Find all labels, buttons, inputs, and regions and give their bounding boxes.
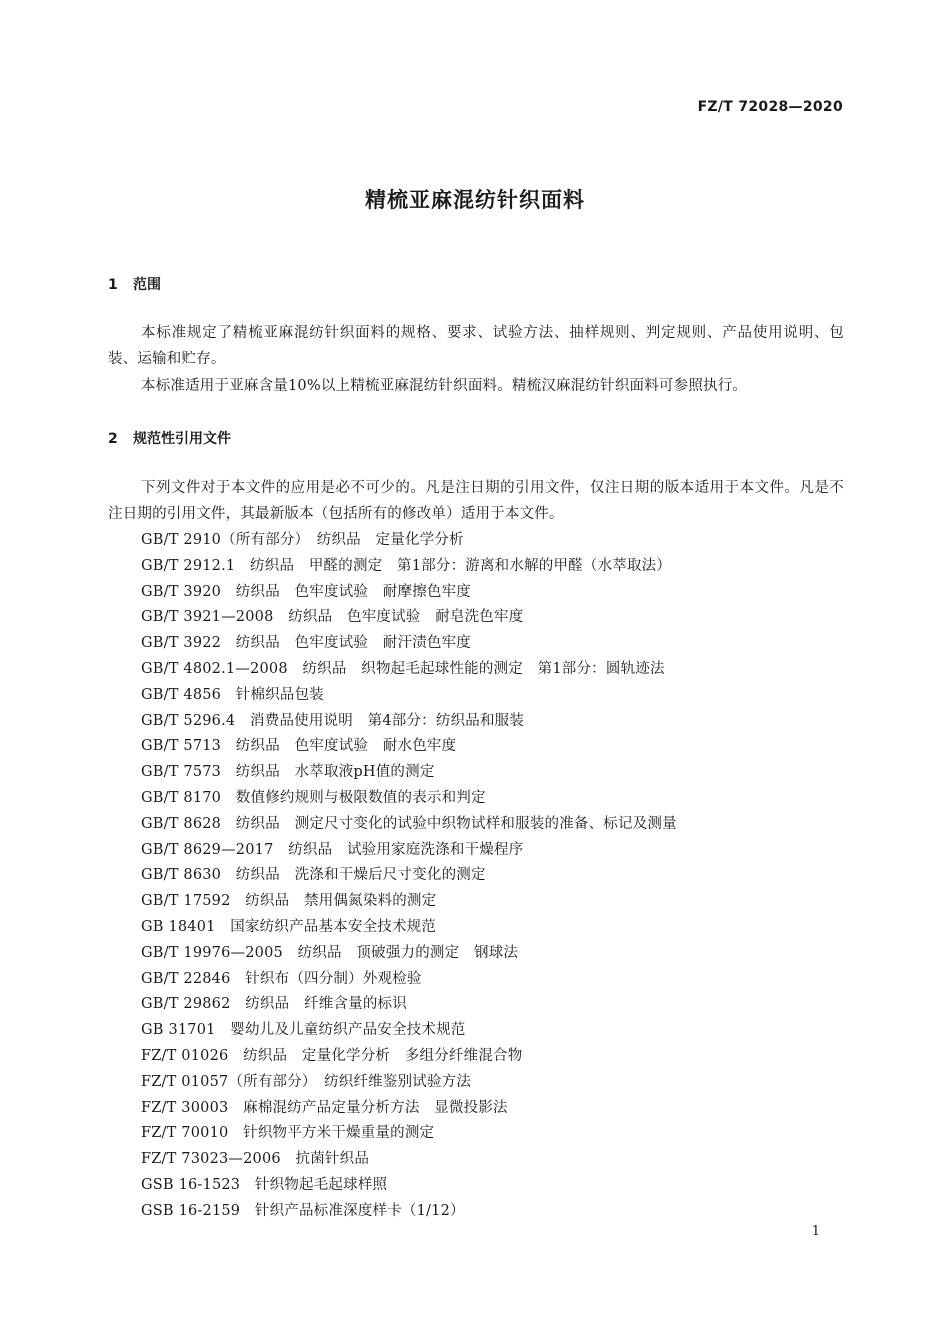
reference-list — [141, 528, 861, 1225]
reference-item: GB/T 17592 纺织品 禁用偶氮染料的测定 — [141, 893, 437, 910]
reference-item: GB/T 29862 纺织品 纤维含量的标识 — [141, 996, 407, 1013]
reference-item: GB 18401 国家纺织产品基本安全技术规范 — [141, 918, 437, 935]
reference-item: GB/T 2910（所有部分） 纺织品 定量化学分析 — [141, 532, 464, 548]
reference-item: GB/T 19976—2005 纺织品 顶破强力的测定 钢球法 — [141, 944, 519, 961]
reference-item: GSB 16-2159 针织产品标准深度样卡（1/12） — [141, 1202, 465, 1219]
reference-item: GB/T 8170 数值修约规则与极限数值的表示和判定 — [141, 789, 486, 806]
reference-item: GB/T 3922 纺织品 色牢度试验 耐汗渍色牢度 — [141, 635, 472, 652]
reference-item: GB/T 2912.1 纺织品 甲醛的测定 第1部分：游离和水解的甲醛（水萃取法） — [141, 557, 672, 574]
reference-item: FZ/T 70010 针织物平方米干燥重量的测定 — [141, 1125, 435, 1142]
reference-item: GSB 16-1523 针织物起毛起球样照 — [141, 1176, 388, 1193]
reference-item: GB 31701 婴幼儿及儿童纺织产品安全技术规范 — [141, 1022, 466, 1039]
references-intro-paragraph: 下列文件对于本文件的应用是必不可少的。凡是注日期的引用文件，仅注日期的版本适用于本文件。凡是不注日期的引用文件，其最新版本（包括所有的修改单）适用于本文件。 — [108, 480, 844, 522]
reference-item: GB/T 7573 纺织品 水萃取液pH值的测定 — [141, 764, 435, 781]
document-title: 精梳亚麻混纺针织面料 — [365, 188, 585, 212]
scope-applicability-paragraph: 本标准适用于亚麻含量10%以上精梳亚麻混纺针织面料。精梳汉麻混纺针织面料可参照执行。 — [141, 378, 748, 394]
scope-paragraph: 本标准规定了精梳亚麻混纺针织面料的规格、要求、试验方法、抽样规则、判定规则、产品使用说明、包装、运输和贮存。 — [108, 325, 844, 367]
reference-item: GB/T 3920 纺织品 色牢度试验 耐摩擦色牢度 — [141, 583, 472, 600]
reference-item: FZ/T 30003 麻棉混纺产品定量分析方法 显微投影法 — [141, 1099, 508, 1116]
reference-item: GB/T 3921—2008 纺织品 色牢度试验 耐皂洗色牢度 — [141, 609, 524, 626]
section-title: 范围 — [133, 277, 161, 293]
reference-item: FZ/T 73023—2006 抗菌针织品 — [141, 1151, 370, 1168]
reference-item: GB/T 22846 针织布（四分制）外观检验 — [141, 970, 422, 987]
section-title: 规范性引用文件 — [133, 431, 231, 447]
reference-item: GB/T 8630 纺织品 洗涤和干燥后尺寸变化的测定 — [141, 867, 486, 884]
reference-item: GB/T 5713 纺织品 色牢度试验 耐水色牢度 — [141, 738, 457, 755]
reference-item: FZ/T 01057（所有部分） 纺织纤维鉴别试验方法 — [141, 1073, 472, 1090]
reference-item: GB/T 8628 纺织品 测定尺寸变化的试验中织物试样和服装的准备、标记及测量 — [141, 815, 677, 832]
standard-code: FZ/T 72028—2020 — [697, 99, 843, 115]
reference-item: GB/T 4802.1—2008 纺织品 织物起毛起球性能的测定 第1部分：圆轨迹法 — [141, 660, 665, 677]
section-number: 1 — [108, 277, 118, 293]
section-heading-scope — [108, 274, 161, 294]
reference-item: FZ/T 01026 纺织品 定量化学分析 多组分纤维混合物 — [141, 1047, 523, 1064]
section-heading-normative-references — [108, 428, 231, 448]
reference-item: GB/T 8629—2017 纺织品 试验用家庭洗涤和干燥程序 — [141, 841, 524, 858]
page-number: 1 — [811, 1224, 820, 1239]
reference-item: GB/T 5296.4 消费品使用说明 第4部分：纺织品和服装 — [141, 712, 525, 729]
reference-item: GB/T 4856 针棉织品包装 — [141, 686, 325, 703]
section-number: 2 — [108, 431, 118, 447]
